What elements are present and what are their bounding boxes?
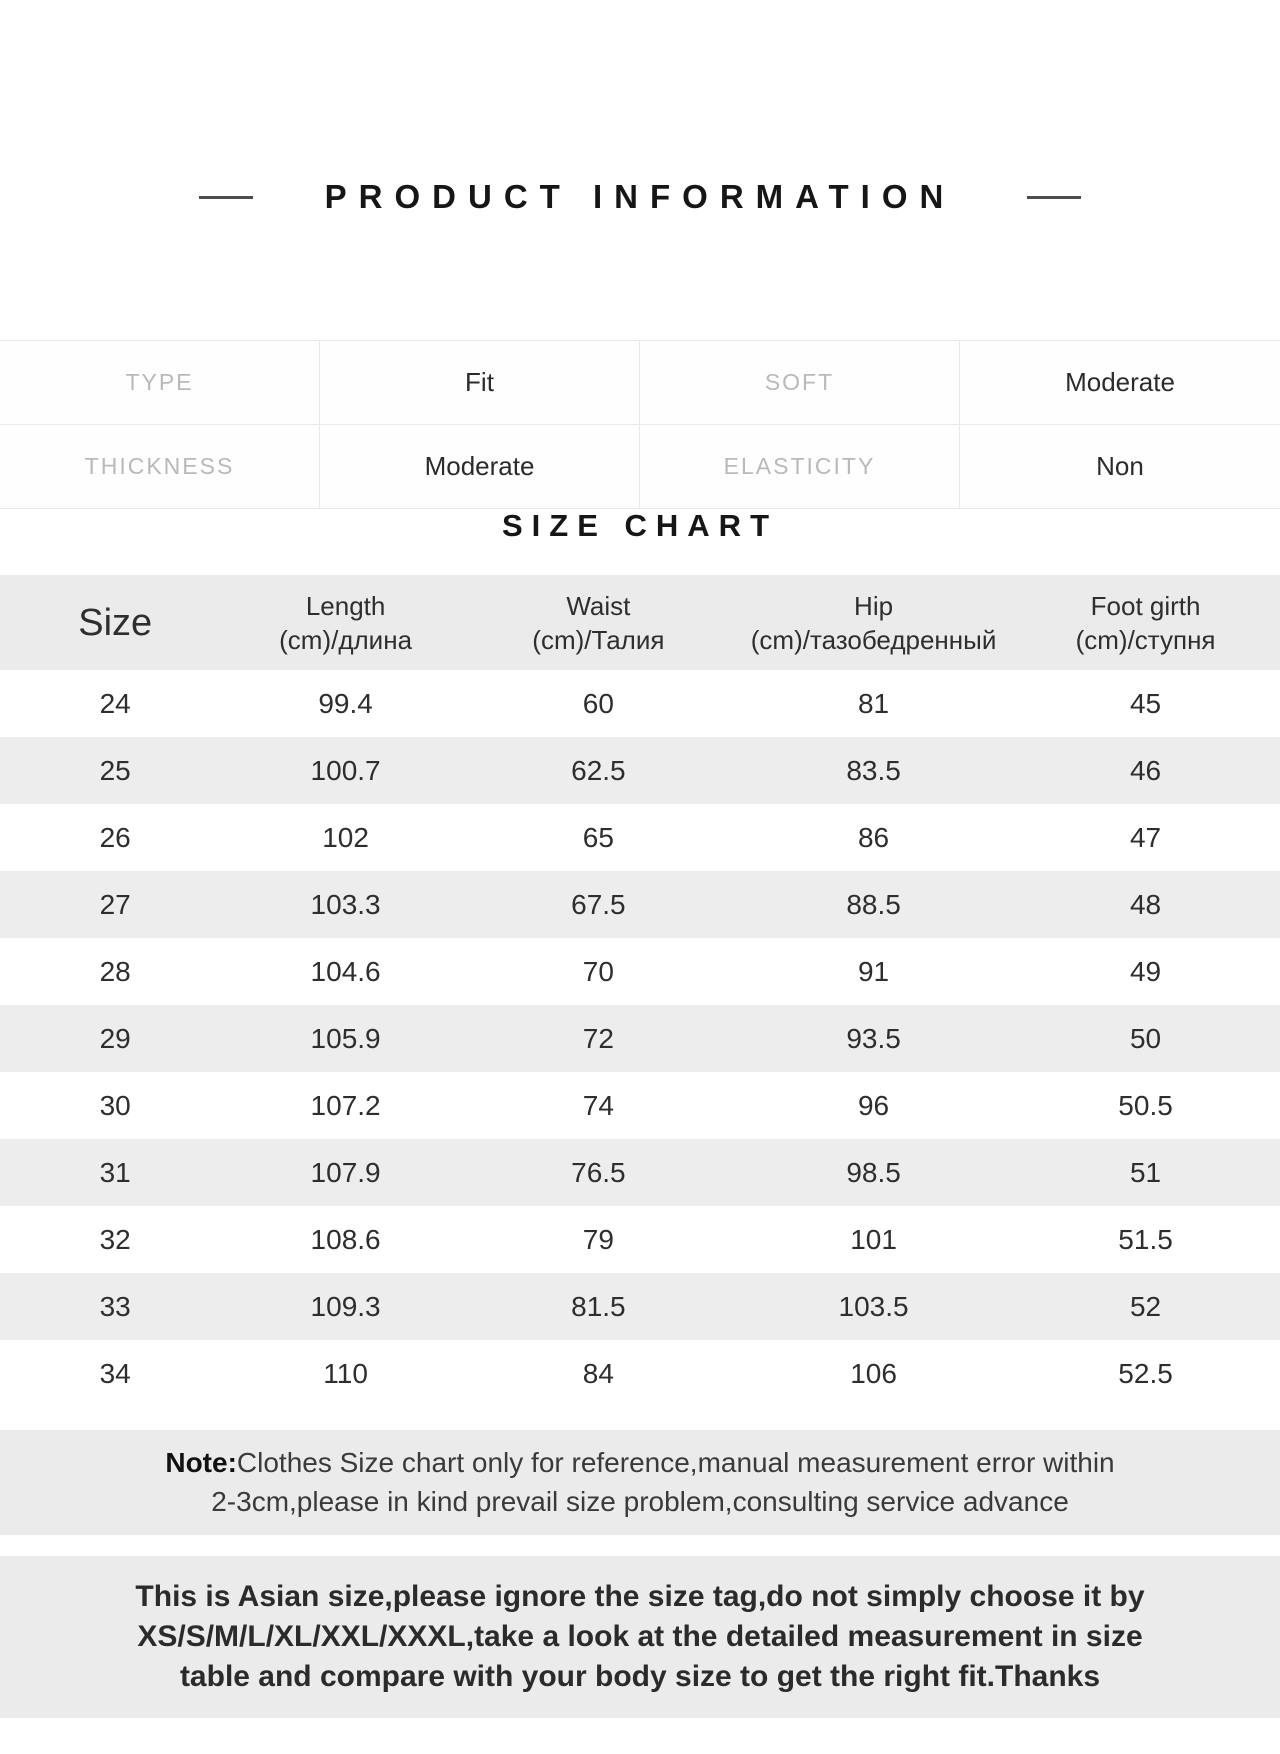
waist-cell: 60 — [582, 687, 614, 719]
foot-girth-cell: 52.5 — [1118, 1357, 1173, 1389]
col-header-length-line2: (cm)/длина — [279, 624, 413, 655]
col-header-hip-line2: (cm)/тазобедренный — [750, 624, 997, 655]
asian-note-line-3: table and compare with your body size to get the right fit.Thanks — [179, 1660, 1101, 1693]
size-row-33 — [0, 1273, 1280, 1340]
size-row-34 — [0, 1340, 1280, 1407]
size-cell: 27 — [99, 888, 131, 920]
length-cell: 105.9 — [310, 1022, 381, 1054]
size-row-25 — [0, 737, 1280, 804]
waist-cell: 65 — [582, 821, 614, 853]
foot-girth-cell: 50 — [1129, 1022, 1162, 1054]
foot-girth-cell: 49 — [1129, 955, 1162, 987]
size-cell: 30 — [99, 1089, 131, 1121]
hip-cell: 81 — [857, 687, 890, 719]
foot-girth-cell: 46 — [1129, 754, 1162, 786]
waist-cell: 72 — [582, 1022, 614, 1054]
size-chart-header-row — [0, 575, 1280, 670]
waist-cell: 67.5 — [571, 888, 626, 920]
col-header-foot-girth — [1011, 589, 1280, 657]
size-cell: 33 — [99, 1290, 131, 1322]
length-cell: 102 — [322, 821, 369, 853]
foot-girth-cell: 50.5 — [1118, 1089, 1173, 1121]
size-row-24 — [0, 670, 1280, 737]
hip-cell: 96 — [857, 1089, 890, 1121]
hip-cell: 83.5 — [846, 754, 901, 786]
length-cell: 103.3 — [310, 888, 381, 920]
length-cell: 109.3 — [310, 1290, 381, 1322]
foot-girth-cell: 47 — [1129, 821, 1162, 853]
asian-note-line-1: This is Asian size,please ignore the size tag,do not simply choose it by — [135, 1580, 1145, 1613]
prop-soft-value: Moderate — [960, 341, 1280, 425]
size-cell: 26 — [99, 821, 131, 853]
size-chart-table — [0, 575, 1280, 1407]
length-cell: 107.9 — [310, 1156, 381, 1188]
waist-cell: 70 — [582, 955, 614, 987]
measurement-note-block — [0, 1430, 1280, 1535]
hip-cell: 98.5 — [846, 1156, 901, 1188]
prop-thickness-label: THICKNESS — [0, 425, 320, 508]
col-header-size: Size — [78, 601, 153, 644]
length-cell: 107.2 — [310, 1089, 381, 1121]
hip-cell: 101 — [850, 1223, 897, 1255]
size-cell: 24 — [99, 687, 131, 719]
title-left-dash — [199, 196, 253, 199]
col-header-length — [230, 589, 460, 657]
size-row-30 — [0, 1072, 1280, 1139]
title-right-dash — [1027, 196, 1081, 199]
col-header-waist-line2: (cm)/Талия — [532, 624, 665, 655]
hip-cell: 103.5 — [838, 1290, 909, 1322]
hip-cell: 106 — [850, 1357, 897, 1389]
foot-girth-cell: 45 — [1129, 687, 1162, 719]
note-line-1 — [0, 1443, 1280, 1482]
foot-girth-cell: 52 — [1129, 1290, 1162, 1322]
note-line-1-text: Clothes Size chart only for reference,manual measurement error within — [236, 1447, 1115, 1478]
size-cell: 25 — [99, 754, 131, 786]
col-header-hip — [736, 589, 1011, 657]
waist-cell: 76.5 — [571, 1156, 626, 1188]
length-cell: 100.7 — [310, 754, 381, 786]
product-properties-table — [0, 340, 1280, 509]
length-cell: 110 — [323, 1357, 368, 1389]
size-row-28 — [0, 938, 1280, 1005]
prop-elasticity-value: Non — [1096, 451, 1144, 481]
length-cell: 108.6 — [310, 1223, 381, 1255]
hip-cell: 91 — [857, 955, 890, 987]
length-cell: 104.6 — [310, 955, 381, 987]
prop-elasticity-label: ELASTICITY — [640, 425, 960, 508]
size-cell: 34 — [99, 1357, 131, 1389]
prop-soft-label: SOFT — [640, 341, 960, 425]
size-chart-title: SIZE CHART — [502, 508, 778, 543]
waist-cell: 84 — [582, 1357, 614, 1389]
size-row-29 — [0, 1005, 1280, 1072]
size-row-31 — [0, 1139, 1280, 1206]
asian-note-line-2: XS/S/M/L/XL/XXL/XXXL,take a look at the detailed measurement in size — [137, 1620, 1143, 1653]
prop-type-label: TYPE — [0, 341, 320, 425]
waist-cell: 81.5 — [571, 1290, 626, 1322]
note-line-2: 2-3cm,please in kind prevail size problem,consulting service advance — [211, 1486, 1069, 1517]
size-cell: 28 — [99, 955, 131, 987]
foot-girth-cell: 51.5 — [1118, 1223, 1173, 1255]
size-row-26 — [0, 804, 1280, 871]
prop-thickness-value: Moderate — [320, 425, 640, 508]
size-row-27 — [0, 871, 1280, 938]
col-header-length-line1: Length — [305, 590, 386, 621]
size-row-32 — [0, 1206, 1280, 1273]
hip-cell: 88.5 — [846, 888, 901, 920]
waist-cell: 74 — [582, 1089, 614, 1121]
size-cell: 31 — [99, 1156, 131, 1188]
length-cell: 99.4 — [318, 687, 373, 719]
asian-size-note-block — [0, 1556, 1280, 1718]
waist-cell: 62.5 — [571, 754, 626, 786]
note-prefix: Note: — [165, 1447, 237, 1478]
foot-girth-cell: 51 — [1129, 1156, 1162, 1188]
col-header-foot-girth-line2: (cm)/ступня — [1075, 624, 1216, 655]
size-cell: 32 — [99, 1223, 131, 1255]
prop-type-value: Fit — [320, 341, 640, 425]
hip-cell: 86 — [857, 821, 890, 853]
col-header-foot-girth-line1: Foot girth — [1090, 590, 1201, 621]
page-title: PRODUCT INFORMATION — [324, 178, 956, 215]
col-header-waist-line1: Waist — [566, 590, 631, 621]
hip-cell: 93.5 — [846, 1022, 901, 1054]
page-title-row — [0, 172, 1280, 222]
size-cell: 29 — [99, 1022, 131, 1054]
waist-cell: 79 — [582, 1223, 614, 1255]
col-header-hip-line1: Hip — [854, 590, 894, 621]
foot-girth-cell: 48 — [1129, 888, 1162, 920]
col-header-waist — [461, 589, 736, 657]
